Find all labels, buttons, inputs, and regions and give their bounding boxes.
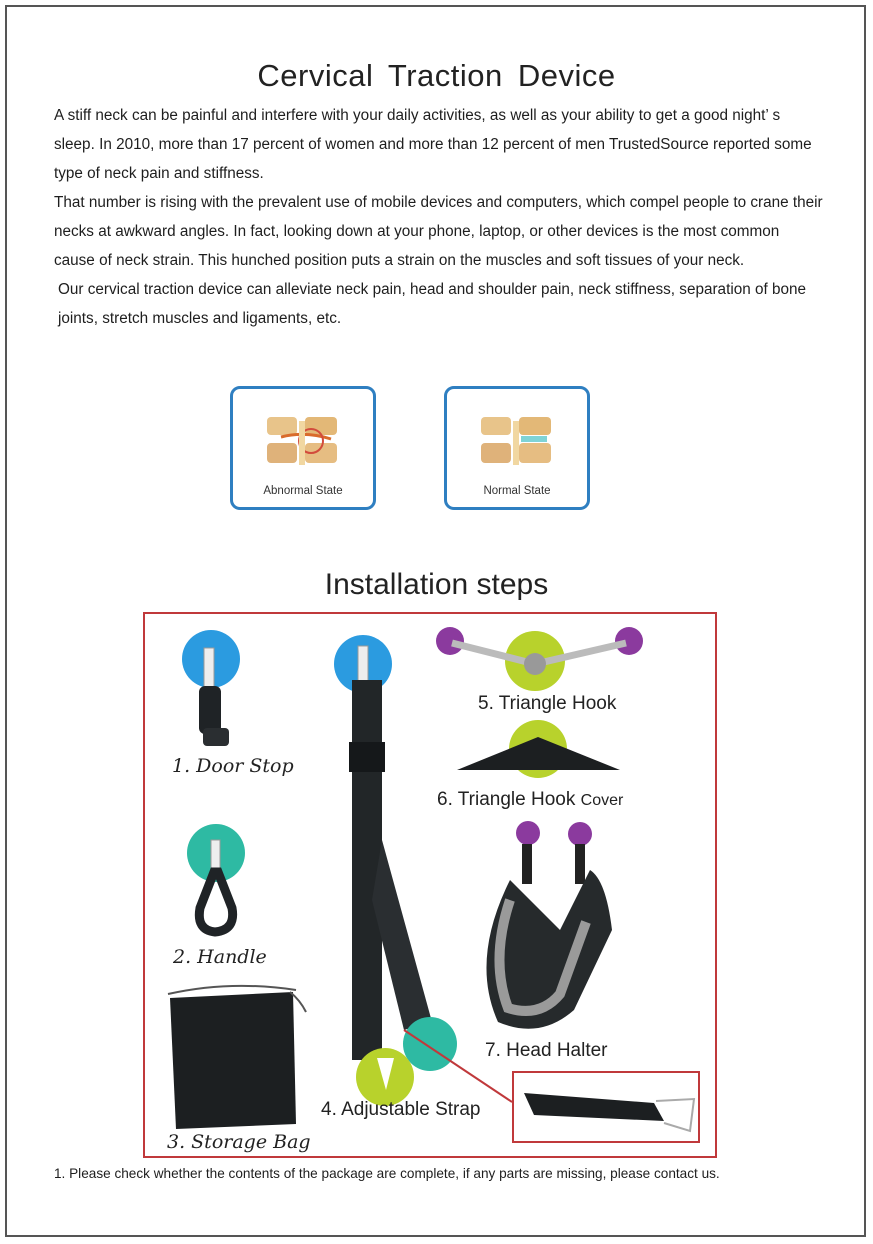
storage-bag-image: [168, 986, 306, 1129]
handle-image: [187, 824, 245, 932]
page-title: Cervical Traction Device: [257, 58, 616, 93]
triangle-hook-image: [436, 627, 643, 691]
triangle-hook-cover-label-suffix: Cover: [580, 792, 624, 809]
normal-state-label: Normal State: [483, 485, 551, 497]
footnote: 1. Please check whether the contents of the package are complete, if any parts are missing, please contact us.: [54, 1166, 720, 1181]
triangle-hook-label: 5. Triangle Hook: [478, 693, 617, 714]
door-stop-image: [182, 630, 240, 746]
adjustable-strap-label: 4. Adjustable Strap: [321, 1099, 481, 1120]
strap-end-image: [514, 1073, 698, 1141]
intro-paragraph-2: That number is rising with the prevalent use of mobile devices and computers, which compel people to crane their necks at awkward angles. In fact, looking down at your phone, laptop, or other devices is the most common cause of neck strain. This hunched position puts a strain on the muscles and soft tissues of your neck.: [54, 194, 823, 269]
handle-label: 2. Handle: [173, 946, 267, 968]
strap-detail-inset: [512, 1071, 700, 1143]
triangle-hook-cover-label-main: 6. Triangle Hook: [437, 789, 576, 810]
storage-bag-label: 3. Storage Bag: [167, 1131, 311, 1153]
installation-heading: Installation steps: [324, 568, 549, 601]
intro-paragraph-3: Our cervical traction device can alleviate neck pain, head and shoulder pain, neck stiffness, separation of bone joints, stretch muscles and ligaments, etc.: [58, 281, 807, 327]
head-halter-image: [486, 821, 612, 1029]
door-stop-label: 1. Door Stop: [172, 755, 294, 777]
triangle-hook-cover-image: [457, 720, 620, 778]
intro-paragraph-1: A stiff neck can be painful and interfere with your daily activities, as well as your ability to get a good night’ s sleep. In 2010, more than 17 percent of women and more than 12 percent of men TrustedSource reported some type of neck pain and stiffness.: [54, 107, 812, 182]
abnormal-state-label: Abnormal State: [263, 485, 343, 497]
head-halter-label: 7. Head Halter: [485, 1040, 608, 1061]
triangle-hook-cover-label: [437, 789, 623, 811]
